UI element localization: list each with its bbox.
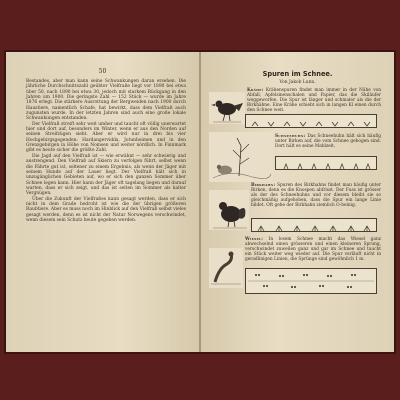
left-page-body bbox=[26, 79, 186, 223]
paragraph: Die Jagd auf den Vielfraß ist — wie erwähnt — sehr schwierig und anstrengend. Den Vielfraß auf Skiern zu verfolgen führt, selbst wenn die Fährte gut ist, seltener zu einem Ergebnis, als wenn der Jäger mit seinem Hunde auf der Lauer liegt. Der Vielfraß hält sich in unzugänglichen Gebieten auf, wo er sich den ganzen Sommer über Schnee legen kann. Hier kann der Jäger oft tagelang liegen und darauf warten, dass er sich zeigt, und das ist selten im Sommer als kalter Vergnügen. bbox=[26, 153, 186, 197]
paragraph: Der Vielfraß streift sehr weit umher und taucht oft völlig unerwartet hier und dort auf, besonders im Winter, wenn er aus den Norden auf seinen Streifzügen sieht. Aber er wird nur in drei bis vier Hochgebirgsgegenden: Hardangervidda, Jotunheimen und in den Grenzgebirgen in Höhe von Nomsen und weiter nördlich. In Finnmark gibt es heute sicher die größte Zahl. bbox=[26, 121, 186, 154]
entry-head: Wiesel: bbox=[245, 237, 264, 242]
black-grouse-track-diagram bbox=[251, 218, 377, 232]
entry-text: In losem Schnee macht das Wiesel ganz abwechselnd einen grösseren und einen kleineren Sprung, verschwindet zuweilen ganz und gar im Schnee und taucht ein Stück weiter weg wieder auf. Die Spur verläuft nicht in geradlinigen Linien, die Sprünge sind gewöhnlich 1 m. bbox=[245, 237, 381, 263]
crow-track-diagram bbox=[245, 114, 377, 128]
entry-head: Krähe: bbox=[247, 88, 264, 93]
weasel-track-diagram bbox=[245, 268, 377, 294]
paragraph: Bestandes, aber man kann seine Schwankungen daran ersehen. Die jährliche Durchschnittszahl geübter Vielfraße liegt vor 1890 bei etwa über 50, nach 1890 bei etwa 30, jedoch mit starkem Rückgang in den Jahren um 1900. Die geringste Zahl — 152 Stück — wurde im Jahre 1876 erlegt. Die stärkere Ausrottung der Bergweiden nach 1900 durch Haustiere, namentlich Schafe, hat bewirkt, dass dem Vielfraß auch zugunsten wurde. In der letzten Jahren sind auch eine große lokale Schwankungen entstanden. bbox=[26, 79, 186, 122]
black-grouse-illustration bbox=[209, 190, 249, 230]
article-author: Von Jakob Lunn. bbox=[279, 80, 316, 85]
crow-illustration bbox=[209, 92, 245, 124]
snow-grouse-track-diagram bbox=[275, 156, 377, 170]
left-page bbox=[6, 52, 199, 352]
paragraph: Über die Zukunft der Vielfraßes kann gesagt werden, dass er sich nicht in dem Grade bedroht ist wie die der übrigen größeren Raubtiere. Aber es muss noch im Hinblick auf den Vielfraß selbst vieles gesagt werden, denn es ist nicht der Natur Norwegens verschwindet, wenn diesem sein Schutz heute gegeben werden. bbox=[26, 196, 186, 223]
entry-text: Spuren des Birkhahns findet man häufig unter Birken, denn es die Knospen abfrisst. Der Fuss ist grösser als der des Schneehuhns und vor diesem bleibt sie so gleichmäßig aufgehoben, dass die Spur ein lange Linie bildet. Oft gehe der Birkhahn ziemlich O-beinig. bbox=[251, 183, 381, 209]
book-spread bbox=[6, 52, 394, 352]
entry-text: Das Schneehuhn hält sich häufig unter Birken auf, die vom Schnee gebogen sind. Dort hält es seine Mahlzeit. bbox=[275, 134, 381, 150]
entry-head: Schneehuhn: bbox=[275, 134, 306, 139]
right-page bbox=[201, 52, 394, 352]
weasel-illustration bbox=[209, 248, 243, 288]
page-number: 50 bbox=[98, 68, 107, 75]
snow-grouse-illustration bbox=[209, 132, 273, 182]
entry-head: Birkhahn: bbox=[251, 183, 276, 188]
article-title: Spuren im Schnee. bbox=[262, 70, 333, 78]
entry-text: Krähenspuren findet man immer in der Nähe von Abfall, Apfelsinenschalen und Papier, das die Skiläufer weggeworfen. Die Spur ist länger und schmaler als die der Birkhähne. Eine Krähe schiebt sich in langen Kl einen durch den Schnee weit. bbox=[247, 88, 381, 114]
